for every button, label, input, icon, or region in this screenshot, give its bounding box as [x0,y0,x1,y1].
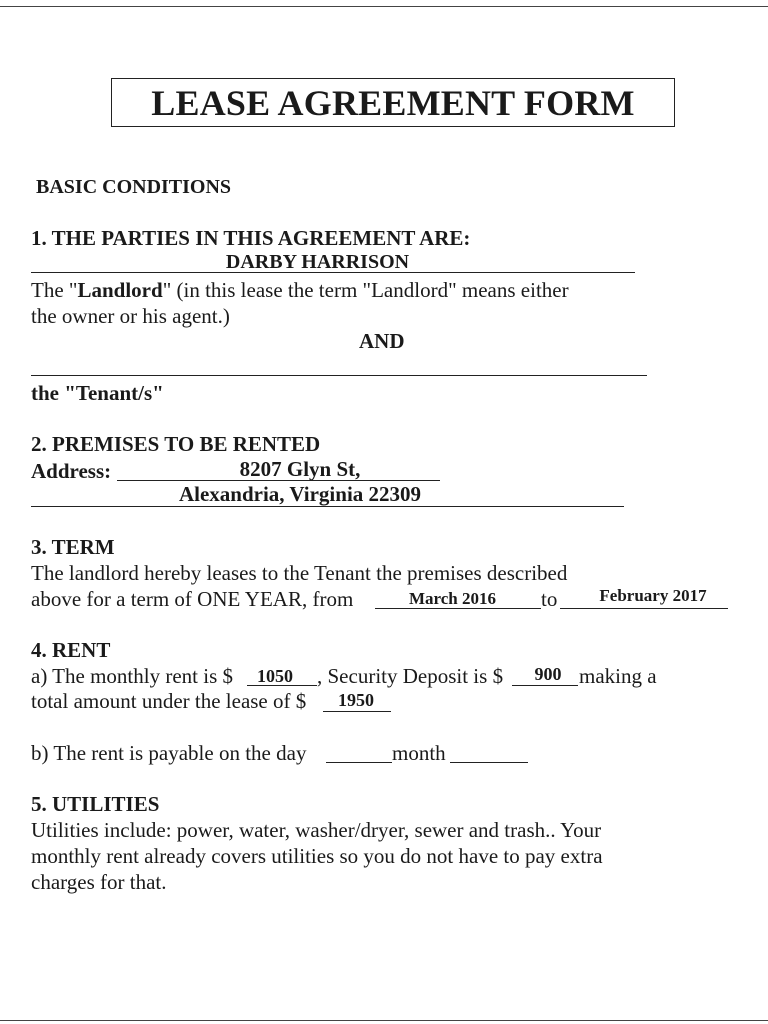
rent-heading: 4. RENT [31,638,111,662]
address-label: Address: [31,459,112,483]
and-label: AND [359,329,405,353]
landlord-desc-post: " (in this lease the term "Landlord" means either [162,278,569,302]
basic-conditions-heading: BASIC CONDITIONS [36,176,232,198]
term-to-label: to [541,587,558,611]
total-line [323,711,391,712]
parties-heading: 1. THE PARTIES IN THIS AGREEMENT ARE: [31,226,471,250]
utilities-line2: monthly rent already covers utilities so you do not have to pay extra [31,844,603,868]
utilities-line3: charges for that. [31,870,167,894]
address-line1-field[interactable]: 8207 Glyn St, [239,457,361,481]
address-line-2 [31,506,624,507]
rent-b-pre: b) The rent is payable on the day [31,741,307,765]
landlord-description [31,280,569,301]
landlord-desc-pre: The " [31,278,78,302]
landlord-word: Landlord [77,278,163,302]
payable-month-line[interactable] [450,762,528,763]
landlord-name-field[interactable]: DARBY HARRISON [225,251,410,273]
tenant-label: the "Tenant/s" [31,381,164,405]
monthly-rent-field[interactable]: 1050 [257,666,293,686]
term-to-line [560,608,728,609]
term-from-line [375,608,541,609]
landlord-description-line2: the owner or his agent.) [31,304,230,328]
term-line1: The landlord hereby leases to the Tenant the premises described [31,561,568,585]
deposit-line [512,685,578,686]
deposit-field[interactable]: 900 [534,664,562,684]
term-heading: 3. TERM [31,535,115,559]
utilities-heading: 5. UTILITIES [31,792,160,816]
rent-b-mid: month [392,741,446,765]
rent-a-pre: a) The monthly rent is $ [31,664,233,688]
payable-day-line[interactable] [326,762,392,763]
tenant-name-line[interactable] [31,375,647,376]
page-title: LEASE AGREEMENT FORM [151,82,635,123]
rent-total-label: total amount under the lease of $ [31,689,307,713]
term-from-field[interactable]: March 2016 [408,589,497,608]
title-box [111,78,675,127]
rent-a-post: making a [579,664,657,688]
top-border [0,6,768,7]
address-line2-field[interactable]: Alexandria, Virginia 22309 [178,482,422,506]
total-field[interactable]: 1950 [338,690,374,710]
term-line2-pre: above for a term of ONE YEAR, from [31,587,354,611]
utilities-line1: Utilities include: power, water, washer/dryer, sewer and trash.. Your [31,818,602,842]
term-to-field[interactable]: February 2017 [599,586,707,605]
premises-heading: 2. PREMISES TO BE RENTED [31,432,321,456]
bottom-border [0,1020,768,1021]
rent-a-mid: , Security Deposit is $ [317,664,504,688]
